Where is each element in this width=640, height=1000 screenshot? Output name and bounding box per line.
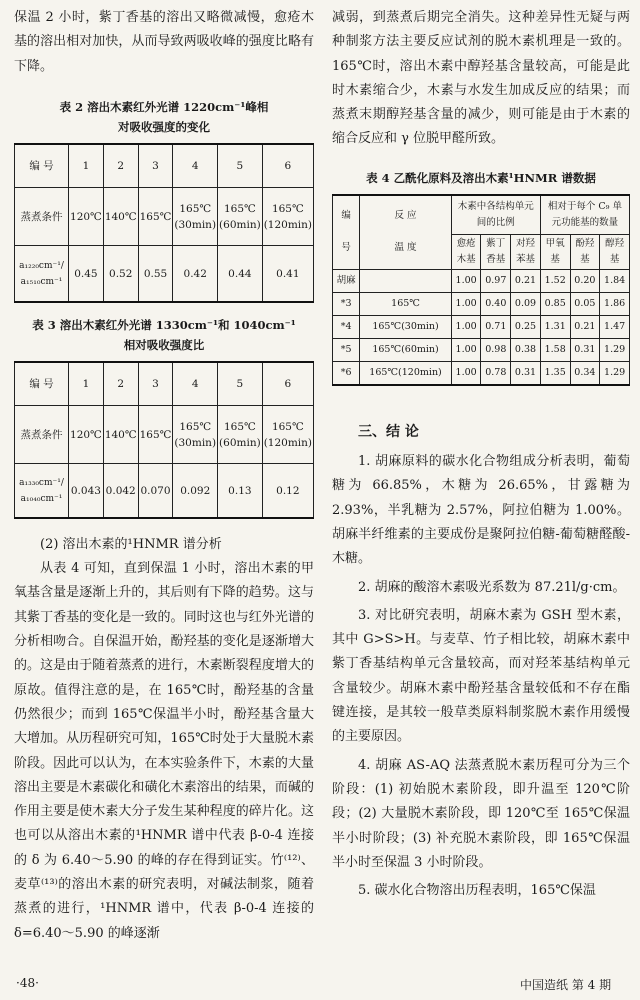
section-2-heading: (2) 溶出木素的¹HNMR 谱分析	[40, 536, 222, 552]
table2-title: 表 2 溶出木素红外光谱 1220cm⁻¹峰相	[59, 99, 269, 114]
table3-title-line2: 相对吸收强度比	[123, 337, 205, 352]
t4-row	[333, 338, 630, 361]
t2-c0: 蒸煮条件	[15, 188, 69, 246]
conclusion-4: 4. 胡麻 AS-AQ 法蒸煮脱木素历程可分为三个阶段：(1) 初始脱木素阶段，即升温至 120℃阶段；(2) 大量脱木素阶段，即 120℃至 165℃保温半小时阶段；(3) 补充脱木素阶段，即 165℃保温半小时至保温 3 小时阶段。	[332, 757, 630, 870]
t2-h0: 编 号	[15, 144, 69, 188]
t2-h6: 6	[262, 144, 313, 188]
t4-row	[333, 315, 630, 338]
table-4	[332, 194, 630, 386]
t4-cell: *3	[333, 292, 360, 315]
t2-c5: 165℃ (60min)	[218, 188, 263, 246]
table4-title: 表 4 乙酰化原料及溶出木素¹HNMR 谱数据	[366, 170, 596, 185]
t3-r3: 0.070	[138, 464, 173, 518]
t2-r5: 0.44	[218, 246, 263, 302]
left-column	[14, 6, 314, 946]
t4-cell: 1.86	[600, 292, 630, 315]
table-3	[14, 361, 314, 519]
t4-cell: 0.25	[511, 315, 541, 338]
t2-c6: 165℃ (120min)	[262, 188, 313, 246]
t4-sub-4: 酚羟基	[570, 234, 600, 269]
t2-h3: 3	[138, 144, 173, 188]
left-body-paragraph: 从表 4 可知，直到保温 1 小时，溶出木素的甲氧基含量是逐渐上升的，其后则有下降的趋势。这与其紫丁香基的变化是一致的。同时这也与红外光谱的分析相吻合。自保温开始，酚羟基的变化是逐渐增大的。这是由于随着蒸煮的进行，木素断裂程度增大的原故。值得注意的是，在 165℃时，酚羟基的含量仍然很少；而到 165℃保温半小时，酚羟基含量大大增加。从历程研究可知，165℃时处于大量脱木素阶段。因此可以认为，在本实验条件下，木素的大量溶出主要是木素碳化和磺化木素溶出的结果，而碱的作用主要是使木素大分子发生某种程度的碎片化。这也可以从溶出木素的¹HNMR 谱中代表 β-0-4 连接的 δ 为 6.40～5.90 的峰的存在得到证实。竹⁽¹²⁾、麦草⁽¹³⁾的溶出木素的研究表明，对碱法制浆，随着蒸煮的进行，¹HNMR 谱中，代表 β-0-4 连接的 δ=6.40～5.90 的峰逐渐	[14, 561, 314, 941]
t4-cell: 165℃(30min)	[360, 315, 451, 338]
t2-r6: 0.41	[262, 246, 313, 302]
t4-cell: *5	[333, 338, 360, 361]
t4-body	[333, 269, 630, 385]
page-number: ·48·	[16, 976, 39, 990]
t3-h4: 4	[173, 362, 218, 406]
t3-h0: 编 号	[15, 362, 69, 406]
t4-cell: 1.00	[451, 269, 481, 292]
t4-row	[333, 292, 630, 315]
table2-title-line2: 对吸收强度的变化	[118, 119, 210, 134]
t4-cell: 0.34	[570, 361, 600, 385]
t4-cell: 1.84	[600, 269, 630, 292]
t3-r4: 0.092	[173, 464, 218, 518]
t4-h-group1: 木素中各结构单元间的比例	[451, 195, 540, 235]
t3-c3: 165℃	[138, 406, 173, 464]
t3-r2: 0.042	[103, 464, 138, 518]
conclusion-3: 3. 对比研究表明，胡麻木素为 GSH 型木素，其中 G>S>H。与麦草、竹子相比较，胡麻木素中紫丁香基结构单元含量较高，而对羟苯基结构单元含量较少。胡麻木素中酚羟基含量较低和不存在酯键连接，是其较一般草类原料制浆脱木素作用缓慢的主要原因。	[332, 607, 630, 745]
t4-row	[333, 269, 630, 292]
t3-r0: a₁₃₃₀cm⁻¹/ a₁₀₄₀cm⁻¹	[15, 464, 69, 518]
t4-cell: 1.47	[600, 315, 630, 338]
t3-c5: 165℃ (60min)	[218, 406, 263, 464]
conclusion-1: 1. 胡麻原料的碳水化合物组成分析表明，葡萄糖为 66.85%，木糖为 26.65%，甘露糖为 2.93%，半乳糖为 2.57%，阿拉伯糖为 1.00%。胡麻半纤维素的主要成份是聚阿拉伯糖-葡萄糖醛酸-木糖。	[332, 454, 630, 567]
t3-r5: 0.13	[218, 464, 263, 518]
t2-c3: 165℃	[138, 188, 173, 246]
right-column	[332, 6, 630, 903]
t2-r3: 0.55	[138, 246, 173, 302]
table3-title: 表 3 溶出木素红外光谱 1330cm⁻¹和 1040cm⁻¹	[32, 317, 296, 332]
t4-cell: 1.00	[451, 338, 481, 361]
t3-r1: 0.043	[69, 464, 104, 518]
t4-cell: 0.31	[511, 361, 541, 385]
t3-r6: 0.12	[262, 464, 313, 518]
table-2	[14, 143, 314, 303]
t4-cell: 1.29	[600, 338, 630, 361]
t4-sub-3: 甲氧基	[540, 234, 570, 269]
t4-cell: 0.78	[481, 361, 511, 385]
t4-cell: 0.09	[511, 292, 541, 315]
t4-sub-2: 对羟苯基	[511, 234, 541, 269]
t4-cell: 1.29	[600, 361, 630, 385]
conclusion-heading: 三、结 论	[358, 423, 419, 440]
t4-cell: 0.40	[481, 292, 511, 315]
t2-r4: 0.42	[173, 246, 218, 302]
t4-cell: 0.21	[570, 315, 600, 338]
t4-cell: *6	[333, 361, 360, 385]
t3-h1: 1	[69, 362, 104, 406]
t4-cell: 0.20	[570, 269, 600, 292]
journal-footer: 中国造纸 第 4 期	[520, 978, 612, 992]
t4-cell: 0.05	[570, 292, 600, 315]
t4-sub-0: 愈疮木基	[451, 234, 481, 269]
t4-cell: 165℃(120min)	[360, 361, 451, 385]
t4-cell: 0.97	[481, 269, 511, 292]
t4-cell: 1.00	[451, 361, 481, 385]
t2-c1: 120℃	[69, 188, 104, 246]
t4-h-cond: 反 应 温 度	[360, 195, 451, 270]
t3-h5: 5	[218, 362, 263, 406]
t4-cell: 0.98	[481, 338, 511, 361]
t2-c2: 140℃	[103, 188, 138, 246]
t4-h-num: 编 号	[333, 195, 360, 270]
t3-c6: 165℃ (120min)	[262, 406, 313, 464]
t4-sub-1: 紫丁香基	[481, 234, 511, 269]
t4-cell: 1.00	[451, 315, 481, 338]
t2-h2: 2	[103, 144, 138, 188]
right-top-paragraph: 减弱，到蒸煮后期完全消失。这种差异性无疑与两种制浆方法主要反应试剂的脱木素机理是一致的。165℃时，溶出木素中醇羟基含量较高，可能是此时木素缩合少，木素与水发生加成反应的结果；而蒸煮末期醇羟基含量的减少，则可能是由于木素的缩合反应和 γ 位脱甲醛所致。	[332, 10, 630, 147]
t4-cell: 0.31	[570, 338, 600, 361]
t3-h3: 3	[138, 362, 173, 406]
t3-h6: 6	[262, 362, 313, 406]
t4-cell: 1.35	[540, 361, 570, 385]
t2-h1: 1	[69, 144, 104, 188]
t4-cell	[360, 269, 451, 292]
t2-h4: 4	[173, 144, 218, 188]
t4-cell: 0.21	[511, 269, 541, 292]
t4-cell: 0.85	[540, 292, 570, 315]
t4-cell: *4	[333, 315, 360, 338]
t4-cell: 1.52	[540, 269, 570, 292]
t4-cell: 0.71	[481, 315, 511, 338]
t4-h-group2: 相对于每个 C₉ 单元功能基的数量	[540, 195, 629, 235]
t4-cell: 165℃	[360, 292, 451, 315]
t3-c4: 165℃ (30min)	[173, 406, 218, 464]
t2-r1: 0.45	[69, 246, 104, 302]
t4-cell: 胡麻	[333, 269, 360, 292]
t4-cell: 1.00	[451, 292, 481, 315]
t3-h2: 2	[103, 362, 138, 406]
t3-c1: 120℃	[69, 406, 104, 464]
t2-h5: 5	[218, 144, 263, 188]
t4-cell: 1.31	[540, 315, 570, 338]
t4-row	[333, 361, 630, 385]
t4-cell: 0.38	[511, 338, 541, 361]
t3-c0: 蒸煮条件	[15, 406, 69, 464]
t4-cell: 165℃(60min)	[360, 338, 451, 361]
t2-c4: 165℃ (30min)	[173, 188, 218, 246]
t2-r0: a₁₂₂₀cm⁻¹/ a₁₅₁₀cm⁻¹	[15, 246, 69, 302]
t4-cell: 1.58	[540, 338, 570, 361]
t4-sub-5: 醇羟基	[600, 234, 630, 269]
left-top-paragraph: 保温 2 小时，紫丁香基的溶出又略微减慢，愈疮木基的溶出相对加快，从而导致两吸收峰的强度比略有下降。	[14, 10, 314, 74]
t3-c2: 140℃	[103, 406, 138, 464]
conclusion-2: 2. 胡麻的酸溶木素吸光系数为 87.21l/g·cm。	[358, 579, 626, 595]
conclusion-5: 5. 碳水化合物溶出历程表明，165℃保温	[358, 883, 596, 899]
t2-r2: 0.52	[103, 246, 138, 302]
